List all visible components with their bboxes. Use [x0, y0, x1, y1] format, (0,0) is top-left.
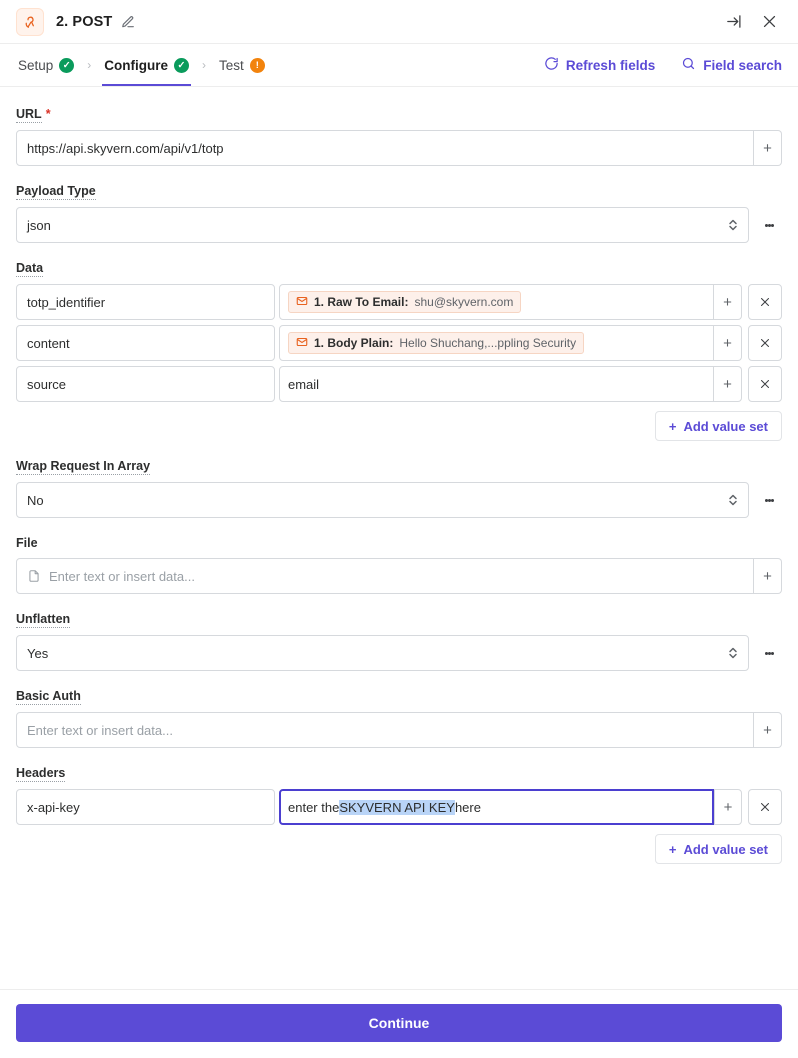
field-data [16, 259, 782, 441]
plus-icon: + [668, 841, 677, 857]
refresh-fields-label: Refresh fields [565, 57, 656, 73]
field-search-label: Field search [703, 57, 782, 73]
data-remove-row-button[interactable] [748, 366, 782, 402]
mapped-field-chip [288, 332, 584, 354]
file-row [16, 558, 782, 594]
payload-type-row [16, 207, 782, 243]
wrap-request-more-options[interactable] [756, 482, 782, 518]
field-unflatten [16, 610, 782, 671]
wrap-request-row [16, 482, 782, 518]
unflatten-row [16, 635, 782, 671]
data-key-input[interactable]: source [16, 366, 275, 402]
field-basic-auth [16, 687, 782, 748]
basic-auth-input[interactable]: Enter text or insert data... [16, 712, 754, 748]
url-insert-data-button[interactable]: + [754, 130, 782, 166]
header-key-input[interactable]: x-api-key [16, 789, 275, 825]
tab-setup-status-badge: ✓ [59, 58, 74, 73]
search-icon [681, 56, 696, 74]
field-headers [16, 764, 782, 864]
tab-configure-status-badge: ✓ [174, 58, 189, 73]
field-search-button[interactable] [681, 56, 782, 74]
tab-configure-label: Configure [104, 57, 169, 73]
file-label: File [16, 536, 38, 550]
mapped-field-chip [288, 291, 521, 313]
url-required-marker: * [45, 107, 51, 121]
chip-label: 1. Raw To Email: [314, 295, 409, 309]
titlebar [0, 0, 798, 44]
file-input[interactable] [16, 558, 754, 594]
step-separator: › [87, 58, 92, 72]
refresh-fields-button[interactable] [544, 56, 655, 74]
field-payload-type [16, 182, 782, 243]
panel-title: 2. POST [56, 13, 113, 30]
url-input[interactable]: https://api.skyvern.com/api/v1/totp [16, 130, 754, 166]
data-row [16, 325, 782, 361]
continue-button[interactable]: Continue [16, 1004, 782, 1042]
chip-value: Hello Shuchang,...ppling Security [399, 336, 577, 350]
tab-test[interactable] [217, 44, 267, 86]
tab-setup[interactable] [16, 44, 76, 86]
headers-add-value-set-label: Add value set [683, 841, 768, 857]
header-value-suffix: here [454, 799, 481, 815]
data-insert-data-button[interactable]: + [714, 325, 742, 361]
payload-type-select[interactable] [16, 207, 749, 243]
data-add-value-set-wrap [16, 411, 782, 441]
header-value-prefix: enter the [288, 799, 340, 815]
payload-type-value: json [27, 217, 51, 233]
unflatten-label: Unflatten [16, 612, 71, 626]
chevron-updown-icon [728, 217, 738, 233]
data-insert-data-button[interactable]: + [714, 284, 742, 320]
headers-label: Headers [16, 766, 66, 780]
step-tabs [0, 44, 798, 87]
pencil-icon[interactable] [121, 15, 135, 29]
tab-setup-label: Setup [18, 57, 54, 73]
wrap-request-select[interactable] [16, 482, 749, 518]
chevron-updown-icon [728, 492, 738, 508]
step-separator: › [202, 58, 207, 72]
file-insert-data-button[interactable]: + [754, 558, 782, 594]
data-insert-data-button[interactable]: + [714, 366, 742, 402]
email-icon [296, 336, 308, 351]
email-icon [296, 295, 308, 310]
basic-auth-label: Basic Auth [16, 689, 81, 703]
unflatten-more-options[interactable] [756, 635, 782, 671]
chip-value: shu@skyvern.com [414, 295, 514, 309]
header-value-input[interactable] [279, 789, 714, 825]
headers-row [16, 789, 782, 825]
unflatten-value: Yes [27, 645, 49, 661]
unflatten-select[interactable] [16, 635, 749, 671]
close-icon[interactable] [756, 9, 782, 35]
data-row [16, 284, 782, 320]
payload-type-label: Payload Type [16, 184, 96, 198]
basic-auth-insert-data-button[interactable]: + [754, 712, 782, 748]
header-value-selected-text: SKYVERN API KEY [339, 799, 455, 815]
file-placeholder: Enter text or insert data... [49, 568, 195, 584]
refresh-icon [544, 56, 559, 74]
field-url [16, 105, 782, 166]
wrap-request-label: Wrap Request In Array [16, 459, 151, 473]
data-remove-row-button[interactable] [748, 325, 782, 361]
webhooks-app-icon [16, 8, 44, 36]
basic-auth-row [16, 712, 782, 748]
plus-icon: + [668, 418, 677, 434]
header-insert-data-button[interactable]: + [714, 789, 742, 825]
footer [0, 989, 798, 1058]
configure-form [0, 87, 798, 1058]
data-add-value-set-label: Add value set [683, 418, 768, 434]
tab-test-label: Test [219, 57, 244, 73]
data-add-value-set-button[interactable] [655, 411, 782, 441]
payload-type-more-options[interactable] [756, 207, 782, 243]
field-file [16, 534, 782, 594]
data-value-input[interactable] [279, 325, 714, 361]
data-key-input[interactable]: content [16, 325, 275, 361]
wrap-request-value: No [27, 492, 44, 508]
chevron-updown-icon [728, 645, 738, 661]
header-remove-row-button[interactable] [748, 789, 782, 825]
data-value-input[interactable] [279, 284, 714, 320]
data-row [16, 366, 782, 402]
url-label: URL [16, 107, 42, 121]
data-remove-row-button[interactable] [748, 284, 782, 320]
collapse-panel-icon[interactable] [720, 9, 746, 35]
tab-configure[interactable] [102, 44, 191, 86]
data-label: Data [16, 261, 44, 275]
url-input-row [16, 130, 782, 166]
document-icon [27, 569, 41, 583]
tab-test-status-badge: ! [250, 58, 265, 73]
data-key-input[interactable]: totp_identifier [16, 284, 275, 320]
data-value-input[interactable]: email [279, 366, 714, 402]
field-wrap-request-in-array [16, 457, 782, 518]
headers-add-value-set-wrap [16, 834, 782, 864]
headers-add-value-set-button[interactable] [655, 834, 782, 864]
chip-label: 1. Body Plain: [314, 336, 394, 350]
